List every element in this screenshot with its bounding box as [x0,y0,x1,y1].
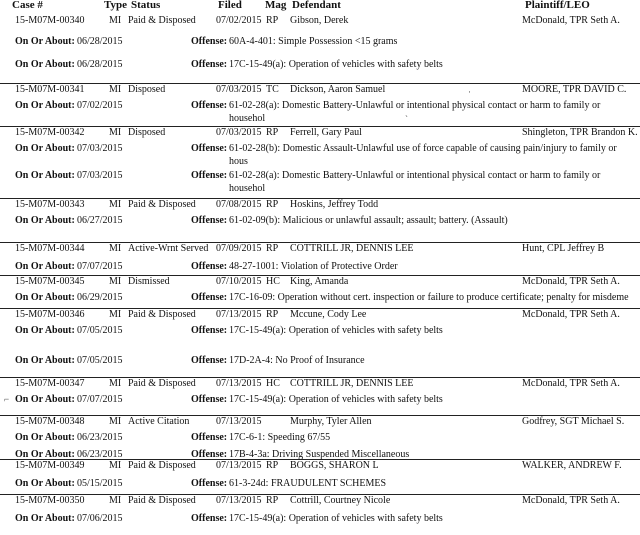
filed-date: 07/09/2015 [216,243,262,254]
defendant-name: Dickson, Aaron Samuel [290,84,386,95]
case-number[interactable]: 15-M07M-00342 [15,127,85,138]
defendant-name: Gibson, Derek [290,15,349,26]
offense-label: Offense: [191,325,228,336]
filed-date: 07/10/2015 [216,276,262,287]
offense-description: 61-02-28(b): Domestic Assault-Unlawful use of force capable of causing pain/injury to family or [229,143,617,154]
offense-date: 07/07/2015 [77,394,123,405]
plaintiff-leo: Shingleton, TPR Brandon K. [522,127,638,138]
offense-label: Offense: [191,261,228,272]
filed-date: 07/08/2015 [216,199,262,210]
filed-date: 07/13/2015 [216,309,262,320]
case-number[interactable]: 15-M07M-00341 [15,84,85,95]
on-or-about-label: On Or About: [15,59,75,70]
on-or-about-label: On Or About: [15,355,75,366]
case-type: MI [109,309,122,320]
filed-date: 07/03/2015 [216,84,262,95]
case-status: Disposed [128,84,166,95]
on-or-about-label: On Or About: [15,261,75,272]
case-status: Paid & Disposed [128,495,196,506]
offense-description: 17C-6-1: Speeding 67/55 [229,432,331,443]
offense-label: Offense: [191,100,228,111]
offense-description: 48-27-1001: Violation of Protective Order [229,261,398,272]
on-or-about-label: On Or About: [15,432,75,443]
case-status: Active-Wrnt Served [128,243,209,254]
defendant-name: Hoskins, Jeffrey Todd [290,199,379,210]
offense-label: Offense: [191,478,228,489]
case-status: Paid & Disposed [128,199,196,210]
offense-description: 17C-16-09: Operation without cert. inspection or failure to produce certificate; penalty for misdeme [229,292,629,303]
on-or-about-label: On Or About: [15,36,75,47]
defendant-name: Cottrill, Courtney Nicole [290,495,391,506]
on-or-about-label: On Or About: [15,215,75,226]
case-status: Active Citation [128,416,190,427]
plaintiff-leo: McDonald, TPR Seth A. [522,15,620,26]
header-mag: Mag [265,0,287,11]
header-case: Case # [12,0,43,11]
defendant-name: COTTRILL JR, DENNIS LEE [290,378,414,389]
defendant-name: COTTRILL JR, DENNIS LEE [290,243,414,254]
offense-date: 07/03/2015 [77,170,123,181]
header-defendant: Defendant [292,0,341,11]
magistrate-code: RP [266,127,279,138]
magistrate-code: TC [266,84,279,95]
plaintiff-leo: McDonald, TPR Seth A. [522,309,620,320]
header-type: Type [104,0,128,11]
on-or-about-label: On Or About: [15,325,75,336]
case-number[interactable]: 15-M07M-00343 [15,199,85,210]
case-type: MI [109,199,122,210]
offense-label: Offense: [191,449,228,460]
case-number[interactable]: 15-M07M-00347 [15,378,85,389]
scan-speck: ˋ [405,114,408,124]
header-plaintiff: Plaintiff/LEO [525,0,590,11]
case-number[interactable]: 15-M07M-00346 [15,309,85,320]
offense-description: 61-02-28(a): Domestic Battery-Unlawful or intentional physical contact or harm to family or [229,100,601,111]
offense-description: 60A-4-401: Simple Possession <15 grams [229,36,398,47]
offense-label: Offense: [191,394,228,405]
offense-description: 61-02-09(b): Malicious or unlawful assault; assault; battery. (Assault) [229,215,508,226]
offense-date: 06/23/2015 [77,449,123,460]
case-type: MI [109,495,122,506]
magistrate-code: RP [266,243,279,254]
offense-date: 06/28/2015 [77,59,123,70]
offense-date: 07/05/2015 [77,325,123,336]
filed-date: 07/03/2015 [216,127,262,138]
header-status: Status [131,0,161,11]
case-status: Paid & Disposed [128,309,196,320]
magistrate-code: HC [266,276,280,287]
plaintiff-leo: MOORE, TPR DAVID C. [522,84,627,95]
offense-description-continued: hous [229,156,248,167]
plaintiff-leo: McDonald, TPR Seth A. [522,276,620,287]
case-type: MI [109,243,122,254]
offense-description: 17C-15-49(a): Operation of vehicles with safety belts [229,59,443,70]
offense-date: 05/15/2015 [77,478,123,489]
case-type: MI [109,15,122,26]
offense-label: Offense: [191,292,228,303]
case-status: Dismissed [128,276,170,287]
offense-description-continued: househol [229,183,266,194]
filed-date: 07/13/2015 [216,460,262,471]
filed-date: 07/13/2015 [216,416,262,427]
defendant-name: BOGGS, SHARON L [290,460,379,471]
case-status: Paid & Disposed [128,378,196,389]
case-type: MI [109,84,122,95]
offense-date: 06/28/2015 [77,36,123,47]
case-number[interactable]: 15-M07M-00350 [15,495,85,506]
offense-label: Offense: [191,36,228,47]
plaintiff-leo: McDonald, TPR Seth A. [522,378,620,389]
offense-date: 07/02/2015 [77,100,123,111]
case-number[interactable]: 15-M07M-00348 [15,416,85,427]
offense-date: 06/23/2015 [77,432,123,443]
on-or-about-label: On Or About: [15,394,75,405]
defendant-name: Ferrell, Gary Paul [290,127,362,138]
on-or-about-label: On Or About: [15,170,75,181]
on-or-about-label: On Or About: [15,143,75,154]
on-or-about-label: On Or About: [15,100,75,111]
magistrate-code: RP [266,460,279,471]
offense-description: 61-3-24d: FRAUDULENT SCHEMES [229,478,387,489]
header-filed: Filed [218,0,242,11]
offense-date: 06/27/2015 [77,215,123,226]
scan-speck: ⌐ [4,394,10,404]
offense-label: Offense: [191,59,228,70]
case-status: Disposed [128,127,166,138]
offense-description: 17C-15-49(a): Operation of vehicles with safety belts [229,325,443,336]
plaintiff-leo: McDonald, TPR Seth A. [522,495,620,506]
magistrate-code: RP [266,199,279,210]
scan-speck: · [468,87,471,97]
offense-description: 61-02-28(a): Domestic Battery-Unlawful or intentional physical contact or harm to family or [229,170,601,181]
offense-description: 17C-15-49(a): Operation of vehicles with safety belts [229,394,443,405]
offense-description: 17D-2A-4: No Proof of Insurance [229,355,365,366]
filed-date: 07/02/2015 [216,15,262,26]
offense-label: Offense: [191,432,228,443]
case-type: MI [109,416,122,427]
offense-date: 06/29/2015 [77,292,123,303]
magistrate-code: RP [266,495,279,506]
offense-date: 07/05/2015 [77,355,123,366]
case-number[interactable]: 15-M07M-00340 [15,15,85,26]
magistrate-code: HC [266,378,280,389]
case-type: MI [109,127,122,138]
case-type: MI [109,276,122,287]
filed-date: 07/13/2015 [216,378,262,389]
case-number[interactable]: 15-M07M-00345 [15,276,85,287]
filed-date: 07/13/2015 [216,495,262,506]
plaintiff-leo: Godfrey, SGT Michael S. [522,416,625,427]
plaintiff-leo: Hunt, CPL Jeffrey B [522,243,605,254]
offense-label: Offense: [191,513,228,524]
case-number[interactable]: 15-M07M-00344 [15,243,85,254]
offense-date: 07/06/2015 [77,513,123,524]
case-type: MI [109,378,122,389]
offense-description: 17C-15-49(a): Operation of vehicles with safety belts [229,513,443,524]
case-status: Paid & Disposed [128,460,196,471]
defendant-name: King, Amanda [290,276,349,287]
on-or-about-label: On Or About: [15,449,75,460]
offense-description-continued: househol [229,113,266,124]
offense-label: Offense: [191,355,228,366]
magistrate-code: RP [266,15,279,26]
offense-date: 07/03/2015 [77,143,123,154]
defendant-name: Mccune, Cody Lee [290,309,367,320]
on-or-about-label: On Or About: [15,513,75,524]
case-status: Paid & Disposed [128,15,196,26]
on-or-about-label: On Or About: [15,478,75,489]
case-number[interactable]: 15-M07M-00349 [15,460,85,471]
defendant-name: Murphy, Tyler Allen [290,416,372,427]
offense-label: Offense: [191,143,228,154]
plaintiff-leo: WALKER, ANDREW F. [522,460,622,471]
case-type: MI [109,460,122,471]
on-or-about-label: On Or About: [15,292,75,303]
offense-label: Offense: [191,215,228,226]
offense-label: Offense: [191,170,228,181]
offense-description: 17B-4-3a: Driving Suspended Miscellaneous [229,449,410,460]
offense-date: 07/07/2015 [77,261,123,272]
magistrate-code: RP [266,309,279,320]
